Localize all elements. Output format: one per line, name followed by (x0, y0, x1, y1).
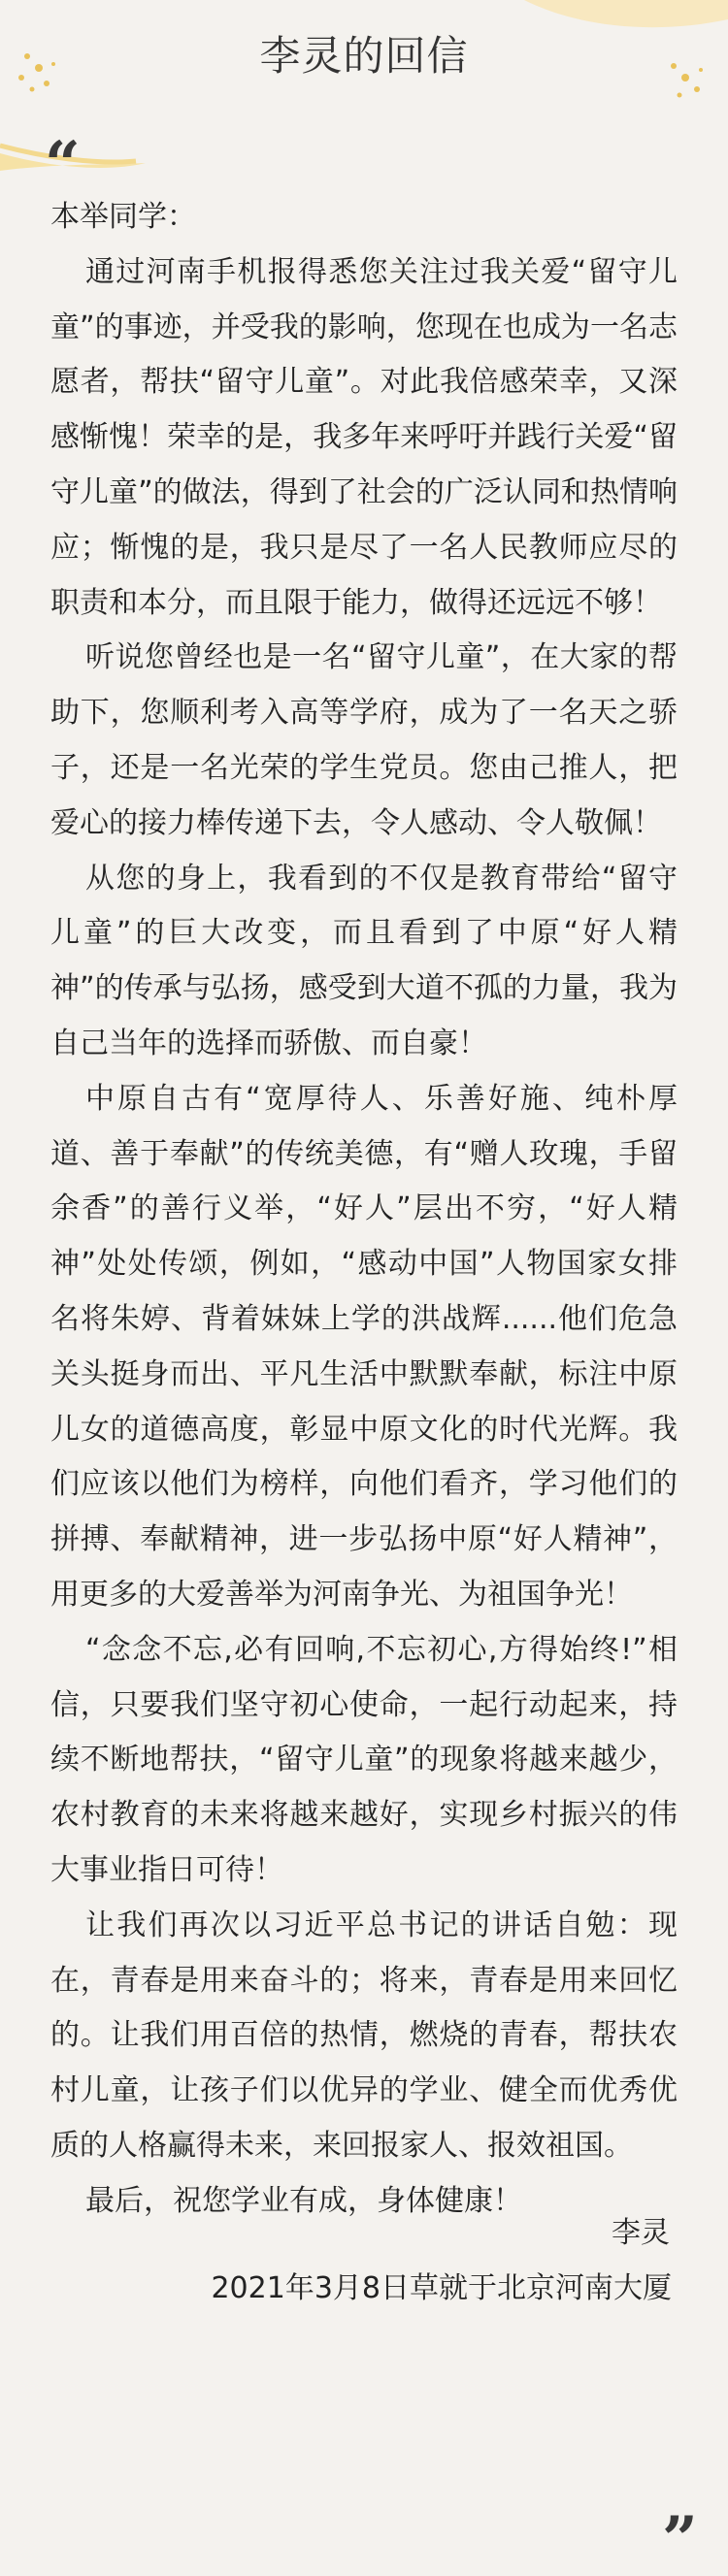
letter-paragraph: 从您的身上，我看到的不仅是教育带给“留守儿童”的巨大改变，而且看到了中原“好人精神”的传承与弘扬，感受到大道不孤的力量，我为自己当年的选择而骄傲、而自豪！ (50, 861, 678, 1060)
right-wave-shape (524, 0, 728, 27)
page-title: 李灵的回信 (259, 32, 469, 80)
signature-block (50, 2206, 678, 2317)
letter-paragraph: 最后，祝您学业有成，身体健康！ (85, 2183, 522, 2218)
letter-paragraph: 中原自古有“宽厚待人、乐善好施、纯朴厚道、善于奉献”的传统美德，有“赠人玫瑰，手留余香”的善行义举，“好人”层出不穷，“好人精神”处处传颂，例如，“感动中国”人物国家女排名将朱婷、背着妹妹上学的洪战辉......他们危急关头挺身而出、平凡生活中默默奉献，标注中原儿女的道德高度，彰显中原文化的时代光辉。我们应该以他们为榜样，向他们看齐，学习他们的拼搏、奉献精神，进一步弘扬中原“好人精神”，用更多的大爱善举为河南争光、为祖国争光！ (50, 1081, 678, 1612)
letter-paragraph: 听说您曾经也是一名“留守儿童”，在大家的帮助下，您顺利考入高等学府，成为了一名天之骄子，还是一名光荣的学生党员。您由己推人，把爱心的接力棒传递下去，令人感动、令人敬佩！ (50, 640, 678, 840)
letter-paragraph: 通过河南手机报得悉您关注过我关爱“留守儿童”的事迹，并受我的影响，您现在也成为一名志愿者，帮扶“留守儿童”。对此我倍感荣幸，又深感惭愧！荣幸的是，我多年来呼吁并践行关爱“留守儿童”的做法，得到了社会的广泛认同和热情响应；惭愧的是，我只是尽了一名人民教师应尽的职责和本分，而且限于能力，做得还远远不够！ (50, 254, 678, 620)
close-quote-mark: ” (662, 2503, 698, 2576)
letter-paragraph: “念念不忘,必有回响,不忘初心,方得始终!”相信，只要我们坚守初心使命，一起行动起来，持续不断地帮扶，“留守儿童”的现象将越来越少，农村教育的未来将越来越好，实现乡村振兴的伟大事业指日可待！ (50, 1632, 678, 1887)
signature-name: 李灵 (612, 2216, 670, 2250)
signature-date: 2021年3月8日草就于北京河南大厦 (211, 2270, 672, 2305)
letter-paragraph: 让我们再次以习近平总书记的讲话自勉：现在，青春是用来奋斗的；将来，青春是用来回忆的。让我们用百倍的热情，燃烧的青春，帮扶农村儿童，让孩子们以优异的学业、健全而优秀优质的人格赢得未来，来回报家人、报效祖国。 (50, 1908, 678, 2163)
salutation: 本举同学： (50, 200, 196, 234)
letter-body (50, 190, 678, 2229)
open-quote-mark: “ (45, 128, 81, 201)
